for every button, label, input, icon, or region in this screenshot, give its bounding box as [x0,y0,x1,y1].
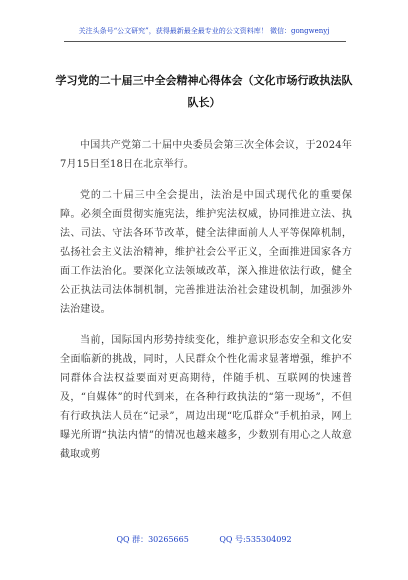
qq-account-number: QQ 号:535304092 [219,535,292,544]
document-body [60,136,352,476]
contact-footer [0,534,408,545]
paragraph-1: 中国共产党第二十届中央委员会第三次全体会议，于2024年7月15日至18日在北京举行。 [60,140,352,170]
paragraph-3: 当前，国际国内形势持续变化，维护意识形态安全和文化安全面临新的挑战，同时，人民群众个性化需求显著增强，维护不同群体合法权益要面对更高期待，伴随手机、互联网的快速普及，“自媒体”的时代到来，在各种行政执法的“第一现场”，不但有行政执法人员在“记录”，周边出现“吃瓜群众”手机拍录，网上曝光所谓“执法内情”的情况也越来越多，少数别有用心之人故意截取或剪 [60,335,352,460]
qq-group-number: QQ 群：30265665 [116,535,189,544]
header-divider [64,41,346,42]
document-title: 学习党的二十届三中全会精神心得体会（文化市场行政执法队队长） [55,74,353,109]
promo-header: 关注头条号“公文研究”，获得最新最全最专业的公文资料库！ 微信：gongwenyj [78,27,330,35]
paragraph-2: 党的二十届三中全会提出，法治是中国式现代化的重要保障。必须全面贯彻实施宪法，维护宪法权威，协同推进立法、执法、司法、守法各环节改革，健全法律面前人人平等保障机制，弘扬社会主义法治精神，维护社会公平正义，全面推进国家各方面工作法治化。要深化立法领域改革，深入推进依法行政，健全公正执法司法体制机制，完善推进法治社会建设机制，加强涉外法治建设。 [60,190,352,315]
